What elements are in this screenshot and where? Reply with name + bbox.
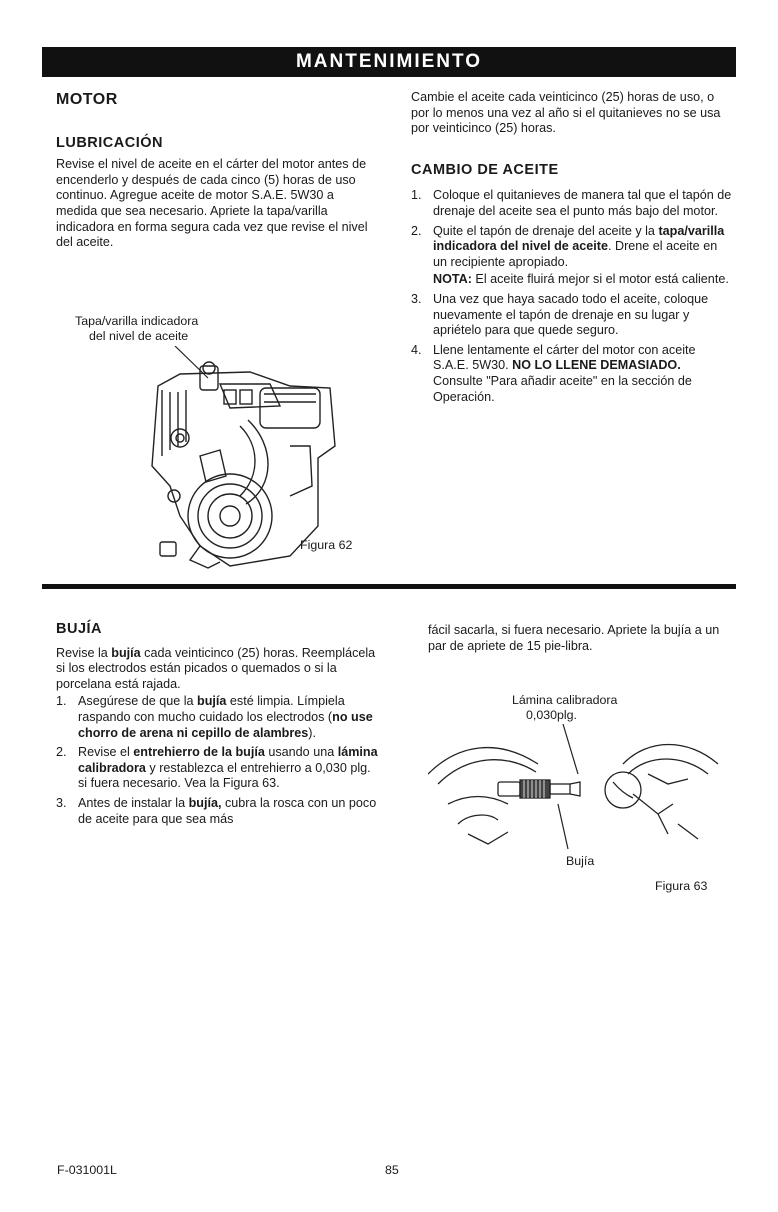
bujia-step-2	[56, 745, 378, 792]
bujia-step-bold: bujía	[197, 694, 227, 709]
oil-step-text: Coloque el quitanieves de manera tal que el tapón de drenaje del aceite sea el punto más bajo del motor.	[433, 188, 732, 218]
cambio-aceite-title: CAMBIO DE ACEITE	[411, 161, 559, 178]
bujia-continued	[428, 623, 728, 654]
bujia-step-text: Revise el	[78, 745, 134, 760]
bujia-intro-bold: bujía	[111, 645, 141, 660]
bujia-step-number: 1.	[56, 694, 67, 709]
bujia-step-text: usando una	[264, 745, 338, 760]
note-text: El aceite fluirá mejor si el motor está caliente.	[471, 272, 729, 287]
figure62-label	[75, 314, 275, 344]
figure63-label	[512, 693, 662, 723]
oil-step-4	[411, 343, 733, 405]
oil-step-bold: tapa/varilla indicadora del nivel de aceite	[433, 223, 725, 254]
section-divider	[42, 584, 736, 589]
bujia-step-number: 2.	[56, 745, 67, 760]
lubricacion-text: Revise el nivel de aceite en el cárter del motor antes de encenderlo y después de cada cinco (5) horas de uso continuo. Agregue aceite de motor S.A.E. 5W30 a medida que sea necesario. Apriete la tapa/varilla indicadora en forma segura cada vez que revise el nivel del aceite.	[56, 157, 368, 250]
figure63-label-line1: Lámina calibradora	[512, 693, 618, 707]
bujia-step-text: y restablezca el entrehierro a 0,030 plg. si fuera necesario. Vea la Figura 63.	[78, 760, 371, 791]
bujia-step-text: esté limpia. Límpiela raspando con mucho cuidado los electrodos (	[78, 694, 345, 724]
bujia-step-1	[56, 694, 378, 741]
bujia-step-text: ).	[308, 725, 316, 740]
bujia-step-3	[56, 796, 378, 827]
oil-step-1	[411, 188, 733, 219]
oil-step-2	[411, 224, 733, 288]
oil-change-column	[411, 90, 733, 409]
section-banner: MANTENIMIENTO	[42, 47, 736, 77]
oil-step-number: 4.	[411, 342, 422, 357]
oil-change-intro: Cambie el aceite cada veinticinco (25) horas de uso, o por lo menos una vez al año si el quitanieves no se usa por veinticinco (25) horas.	[411, 90, 721, 136]
bujia-step-number: 3.	[56, 795, 67, 810]
lubricacion-title: LUBRICACIÓN	[56, 134, 163, 151]
figure63-bottom-label: Bujía	[566, 854, 595, 868]
oil-step-bold: NO LO LLENE DEMASIADO.	[512, 358, 681, 373]
bujia-intro-text: Revise la	[56, 645, 112, 660]
bujia-steps	[56, 694, 378, 827]
oil-step-number: 3.	[411, 291, 422, 306]
figure62-label-line2: del nivel de aceite	[89, 329, 189, 343]
oil-step-text: Una vez que haya sacado todo el aceite, coloque nuevamente el tapón de drenaje en su lugar y apriételo para que quede seguro.	[433, 291, 709, 338]
oil-step-number: 1.	[411, 188, 422, 203]
bujia-step-text: Antes de instalar la	[78, 795, 189, 810]
oil-change-steps	[411, 188, 733, 405]
bujia-title: BUJÍA	[56, 621, 103, 637]
oil-step-3	[411, 292, 733, 339]
oil-step-text: Quite el tapón de drenaje del aceite y la	[433, 223, 659, 238]
bujia-step-text: cubra la rosca con un poco de aceite para que sea más	[78, 795, 377, 826]
figure62-caption: Figura 62	[300, 538, 353, 552]
bujia-step-bold: lámina calibradora	[78, 745, 378, 775]
figure62-label-line1: Tapa/varilla indicadora	[75, 314, 199, 328]
bujia-intro-text: cada veinticinco (25) horas. Reemplácela si los electrodos están picados o quemados o si la porcelana está rajada.	[56, 645, 376, 691]
spark-plug-illustration	[428, 724, 728, 850]
page-number: 85	[385, 1163, 399, 1177]
figure63-label-line2: 0,030plg.	[526, 708, 577, 722]
oil-step-number: 2.	[411, 223, 422, 238]
note-label: NOTA:	[433, 272, 472, 287]
bujia-intro	[56, 646, 378, 693]
footer-code: F-031001L	[57, 1163, 117, 1177]
oil-step-text: . Drene el aceite en un recipiente apropiado.	[433, 239, 718, 269]
bujia-step-bold: bujía,	[188, 795, 222, 810]
oil-note	[433, 272, 733, 288]
motor-title: MOTOR	[56, 91, 118, 108]
bujia-step-text: Asegúrese de que la	[78, 694, 198, 709]
oil-step-text: Llene lentamente el cárter del motor con aceite S.A.E. 5W30.	[433, 342, 696, 373]
bujia-continued-text: fácil sacarla, si fuera necesario. Apriete la bujía a un par de apriete de 15 pie-libra.	[428, 623, 720, 653]
bujia-column	[56, 622, 378, 831]
motor-column	[56, 92, 378, 251]
figure63-caption: Figura 63	[655, 879, 708, 893]
oil-step-text: Consulte "Para añadir aceite" en la sección de Operación.	[433, 373, 692, 404]
bujia-step-bold: no use chorro de arena ni cepillo de alambres	[78, 709, 373, 740]
bujia-step-bold: entrehierro de la bujía	[133, 745, 265, 760]
